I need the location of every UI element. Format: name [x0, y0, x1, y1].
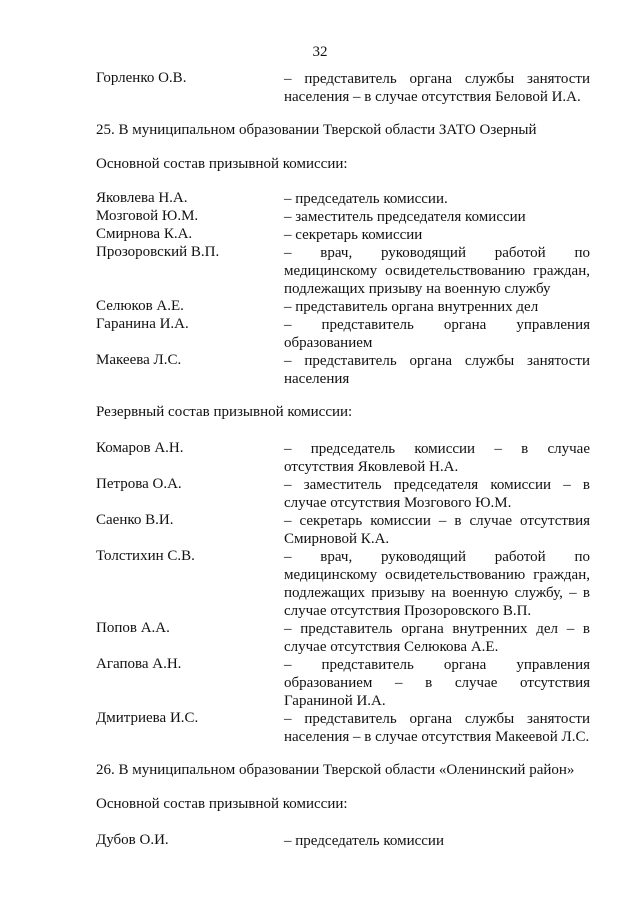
- member-role: – председатель комиссии: [284, 833, 444, 849]
- reserve-composition-title: Резервный состав призывной комиссии:: [96, 404, 353, 420]
- member-name: Дмитриева И.С.: [96, 710, 199, 726]
- member-name: Селюков А.Е.: [96, 298, 184, 314]
- member-role: – представитель органа службы занятости населения – в случае отсутствия Беловой И.А.: [284, 71, 590, 105]
- member-name: Дубов О.И.: [96, 832, 169, 848]
- member-name: Яковлева Н.А.: [96, 190, 188, 206]
- member-name: Макеева Л.С.: [96, 352, 182, 368]
- member-name: Гаранина И.А.: [96, 316, 189, 332]
- member-name: Петрова О.А.: [96, 476, 182, 492]
- member-role: – представитель органа внутренних дел – в случае отсутствия Селюкова А.Е.: [284, 621, 590, 655]
- member-name: Комаров А.Н.: [96, 440, 184, 456]
- section-heading: 26. В муниципальном образовании Тверской области «Оленинский район»: [96, 762, 575, 778]
- member-role: – представитель органа управления образованием: [284, 317, 590, 351]
- member-role: – представитель органа управления образованием – в случае отсутствия Гараниной И.А.: [284, 657, 590, 709]
- member-name: Горленко О.В.: [96, 70, 187, 86]
- member-name: Прозоровский В.П.: [96, 244, 220, 260]
- member-name: Попов А.А.: [96, 620, 170, 636]
- member-role: – представитель органа внутренних дел: [284, 299, 539, 315]
- main-composition-title: Основной состав призывной комиссии:: [96, 156, 348, 172]
- member-role: – врач, руководящий работой по медицинскому освидетельствованию граждан, подлежащих призыву на военную службу: [284, 245, 590, 297]
- member-role: – представитель органа службы занятости населения – в случае отсутствия Макеевой Л.С.: [284, 711, 590, 745]
- member-role: – заместитель председателя комиссии: [284, 209, 526, 225]
- member-name: Мозговой Ю.М.: [96, 208, 199, 224]
- member-role: – представитель органа службы занятости населения: [284, 353, 590, 387]
- member-role: – врач, руководящий работой по медицинскому освидетельствованию граждан, подлежащих призыву на военную службу, – в случае отсутствия Прозоровского В.П.: [284, 549, 590, 619]
- member-name: Агапова А.Н.: [96, 656, 182, 672]
- member-role: – секретарь комиссии: [284, 227, 423, 243]
- member-role: – председатель комиссии.: [284, 191, 448, 207]
- page-number: 32: [312, 44, 328, 60]
- section-heading: 25. В муниципальном образовании Тверской области ЗАТО Озерный: [96, 122, 537, 138]
- member-role: – председатель комиссии – в случае отсутствия Яковлевой Н.А.: [284, 441, 590, 475]
- member-name: Саенко В.И.: [96, 512, 174, 528]
- member-name: Смирнова К.А.: [96, 226, 193, 242]
- member-role: – секретарь комиссии – в случае отсутствия Смирновой К.А.: [284, 513, 590, 547]
- main-composition-title: Основной состав призывной комиссии:: [96, 796, 348, 812]
- member-name: Толстихин С.В.: [96, 548, 195, 564]
- member-role: – заместитель председателя комиссии – в случае отсутствия Мозгового Ю.М.: [284, 477, 590, 511]
